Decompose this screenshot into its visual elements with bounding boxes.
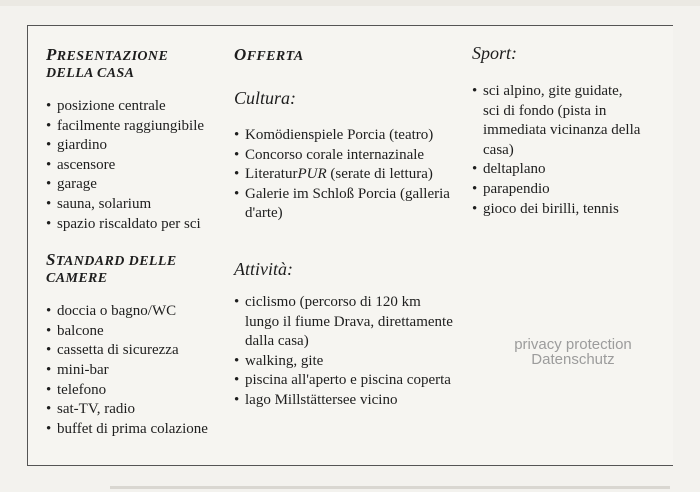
standard-heading-line2: CAMERE [46,271,108,287]
list-item: • garage [46,176,97,193]
watermark-line1: privacy protection [514,336,632,353]
sport-heading: Sport: [472,43,517,63]
offerta-heading-cap: O [234,45,247,64]
presentazione-heading-line2: DELLA CASA [46,66,135,81]
standard-heading-rest: TANDARD DELLE [55,254,177,270]
sport-list [472,82,642,219]
list-item: • ascensore [46,156,116,173]
column-presentazione [46,46,226,439]
list-item: • spazio riscaldato per sci [46,215,201,232]
list-item: • buffet di prima colazione [46,420,208,437]
list-item: • Concorso corale internazinale [234,146,425,163]
list-item: • gioco dei birilli, tennis [472,200,619,217]
presentazione-heading [46,46,226,82]
privacy-watermark [492,337,654,367]
card-top-edge [0,0,700,6]
list-item: • Komödienspiele Porcia (teatro) [234,127,434,143]
list-item: • doccia o bagno/WC [46,303,177,320]
presentazione-heading-cap: P [46,45,57,64]
list-item: • lago Millstättersee vicino [234,391,398,408]
list-item: • giardino [46,137,107,154]
list-item: • mini-bar [46,361,109,378]
cultura-heading: Cultura: [234,88,297,108]
list-item: • facilmente raggiungibile [46,117,205,134]
offerta-heading-rest: FFERTA [246,49,304,64]
list-item: • piscina all'aperto e piscina coperta [234,372,451,389]
list-item: • sat-TV, radio [46,401,136,418]
list-item: • walking, gite [234,352,324,369]
presentazione-heading-rest: RESENTAZIONE [56,49,169,64]
card-bottom-edge [110,486,670,489]
list-item: • parapendio [472,180,550,197]
list-item: • Galerie im Schloß Porcia (galleria d'arte) [234,185,450,222]
list-item: • sci alpino, gite guidate, sci di fondo (pista in immediata vicinanza della casa) [472,83,641,158]
attivita-heading: Attività: [234,258,293,279]
column-sport [472,43,642,219]
attivita-list [234,293,454,411]
list-item: • balcone [46,322,104,339]
list-item: • telefono [46,381,107,398]
list-item: • cassetta di sicurezza [46,342,179,359]
list-item: • LiteraturPUR (serate di lettura) [234,166,433,183]
presentazione-list [46,97,226,234]
offerta-heading [234,46,454,65]
watermark-line2: Datenschutz [531,351,615,368]
standard-heading [46,251,226,287]
list-item: • posizione centrale [46,98,166,114]
list-item: • ciclismo (percorso di 120 km lungo il fiume Drava, direttamente dalla casa) [234,293,453,350]
list-item: • deltaplano [472,161,546,178]
standard-list [46,302,226,439]
standard-heading-cap: S [46,250,56,270]
column-offerta [234,46,454,411]
cultura-list [234,126,454,224]
list-item: • sauna, solarium [46,195,152,212]
